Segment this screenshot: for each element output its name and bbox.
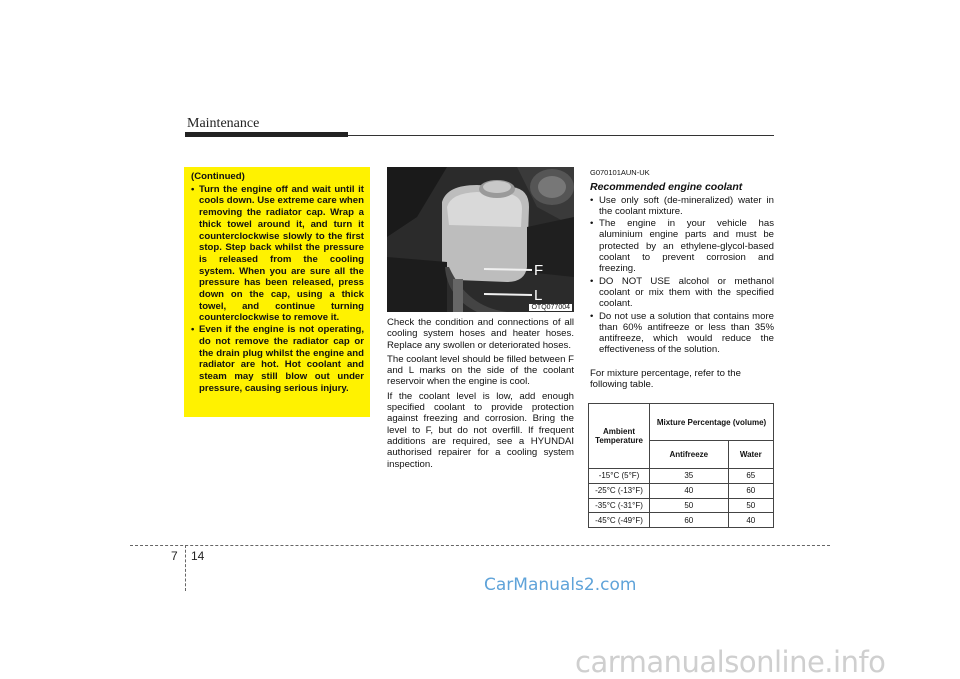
photo-caption: OTQ077004 <box>531 304 570 311</box>
low-mark-label: L <box>534 287 543 304</box>
warning-list <box>191 184 364 395</box>
full-mark-label: F <box>534 262 544 279</box>
header-water: Water <box>728 441 773 469</box>
table-row <box>589 498 774 513</box>
warning-item: • Turn the engine off and wait until it cools down. Use extreme care when removing the radiator cap. Wrap a thick towel around it, and turn it counterclockwise slowly to the first stop. Step back whilst the pressure is released from the cooling system. When you are sure all the pressure has been released, press down on the cap, using a thick towel, and continue turning counterclockwise to remove it. <box>191 184 364 324</box>
watermark-bottom: carmanualsonline.info <box>575 645 886 679</box>
warning-item: • Even if the engine is not operating, do not remove the radiator cap or the drain plug whilst the engine and radiator are hot. Hot coolant and steam may still blow out under pressure, causing serious injury. <box>191 324 364 394</box>
table-row <box>589 483 774 498</box>
recommended-list <box>590 195 774 356</box>
mixture-table <box>588 403 774 528</box>
warning-continued: (Continued) <box>191 171 245 182</box>
cell-temp: -25°C (-13°F) <box>589 483 650 498</box>
chapter-number: 7 <box>171 549 178 563</box>
warning-box <box>184 167 370 417</box>
list-item: • The engine in your vehicle has aluminium engine parts and must be protected by an ethylene-glycol-based coolant to prevent corrosion and freezing. <box>590 218 774 274</box>
cell-antifreeze: 50 <box>650 498 729 513</box>
cell-water: 60 <box>728 483 773 498</box>
header-antifreeze: Antifreeze <box>650 441 729 469</box>
cell-water: 40 <box>728 513 773 528</box>
section-heading: Recommended engine coolant <box>590 181 743 194</box>
header-rule-accent <box>185 132 348 137</box>
cell-water: 50 <box>728 498 773 513</box>
paragraph: The coolant level should be filled between F and L marks on the side of the coolant reservoir when the engine is cool. <box>387 353 574 388</box>
header-mixture: Mixture Percentage (volume) <box>650 404 774 441</box>
cell-antifreeze: 35 <box>650 469 729 484</box>
section-code: G070101AUN-UK <box>590 168 650 177</box>
cell-water: 65 <box>728 469 773 484</box>
list-item: • Use only soft (de-mineralized) water in the coolant mixture. <box>590 195 774 218</box>
table-reference: For mixture percentage, refer to the following table. <box>590 367 741 391</box>
coolant-reservoir-photo <box>387 167 574 312</box>
table-row <box>589 469 774 484</box>
cell-temp: -15°C (5°F) <box>589 469 650 484</box>
header-ambient: Ambient Temperature <box>589 404 650 469</box>
cell-temp: -35°C (-31°F) <box>589 498 650 513</box>
section-title: Maintenance <box>187 116 260 131</box>
cell-antifreeze: 40 <box>650 483 729 498</box>
engine-bay-illustration <box>387 167 574 312</box>
table-row <box>589 513 774 528</box>
paragraph: Check the condition and connections of all cooling system hoses and heater hoses. Replace any swollen or deteriorated hoses. <box>387 317 574 351</box>
watermark-top: CarManuals2.com <box>484 575 637 595</box>
paragraph: If the coolant level is low, add enough specified coolant to provide protection against freezing and corrosion. Bring the level to F, but do not overfill. If frequent additions are required, see a HYUNDAI authorised repairer for a cooling system inspection. <box>387 390 574 470</box>
footer-rule <box>130 545 830 546</box>
footer-divider <box>185 545 186 591</box>
list-item: • DO NOT USE alcohol or methanol coolant or mix them with the specified coolant. <box>590 276 774 310</box>
recommended-coolant-section <box>590 167 774 390</box>
cell-antifreeze: 60 <box>650 513 729 528</box>
page-number: 14 <box>191 549 205 563</box>
list-item: • Do not use a solution that contains more than 60% antifreeze or less than 35% antifreeze, which would reduce the effectiveness of the solution. <box>590 311 774 356</box>
coolant-check-text <box>387 317 574 473</box>
cell-temp: -45°C (-49°F) <box>589 513 650 528</box>
